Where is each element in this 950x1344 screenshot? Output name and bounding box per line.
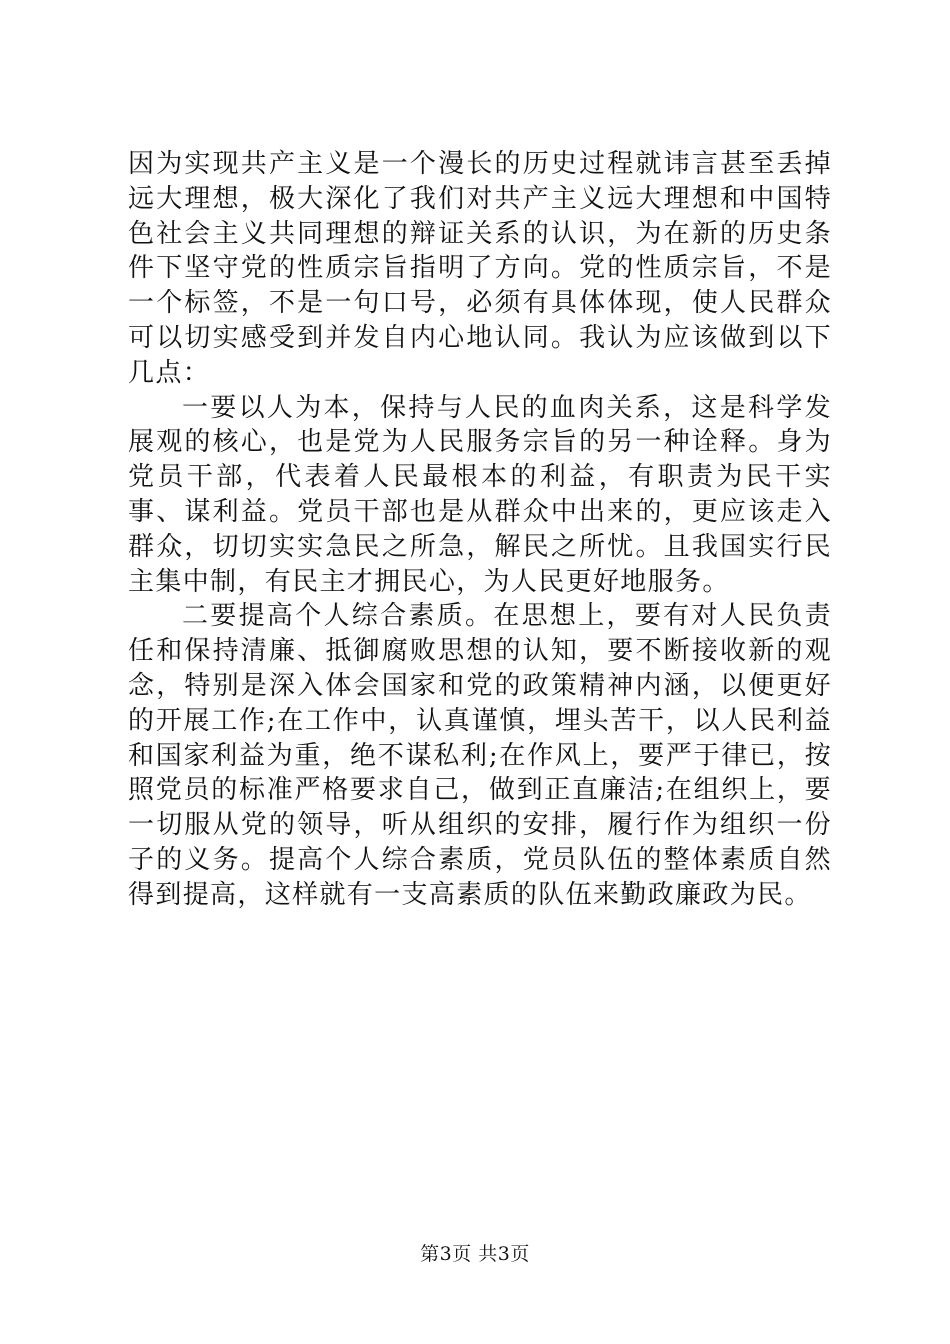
document-body (128, 147, 832, 913)
paragraph-1: 因为实现共产主义是一个漫长的历史过程就讳言甚至丢掉远大理想，极大深化了我们对共产主义远大理想和中国特色社会主义共同理想的辩证关系的认识，为在新的历史条件下坚守党的性质宗旨指明了方向。党的性质宗旨，不是一个标签，不是一句口号，必须有具体体现，使人民群众可以切实感受到并发自内心地认同。我认为应该做到以下几点： (128, 149, 832, 388)
paragraph-2: 一要以人为本，保持与人民的血肉关系，这是科学发展观的核心，也是党为人民服务宗旨的另一种诠释。身为党员干部，代表着人民最根本的利益，有职责为民干实事、谋利益。党员干部也是从群众中出来的，更应该走入群众，切切实实急民之所急，解民之所忧。且我国实行民主集中制，有民主才拥民心，为人民更好地服务。 (128, 392, 832, 597)
page-number-footer: 第3页 共3页 (420, 1243, 530, 1265)
paragraph-3: 二要提高个人综合素质。在思想上，要有对人民负责任和保持清廉、抵御腐败思想的认知，要不断接收新的观念，特别是深入体会国家和党的政策精神内涵，以便更好的开展工作;在工作中，认真谨慎，埋头苦干，以人民利益和国家利益为重，绝不谋私利;在作风上，要严于律已，按照党员的标准严格要求自己，做到正直廉洁;在组织上，要一切服从党的领导，听从组织的安排，履行作为组织一份子的义务。提高个人综合素质，党员队伍的整体素质自然得到提高，这样就有一支高素质的队伍来勤政廉政为民。 (128, 601, 832, 910)
